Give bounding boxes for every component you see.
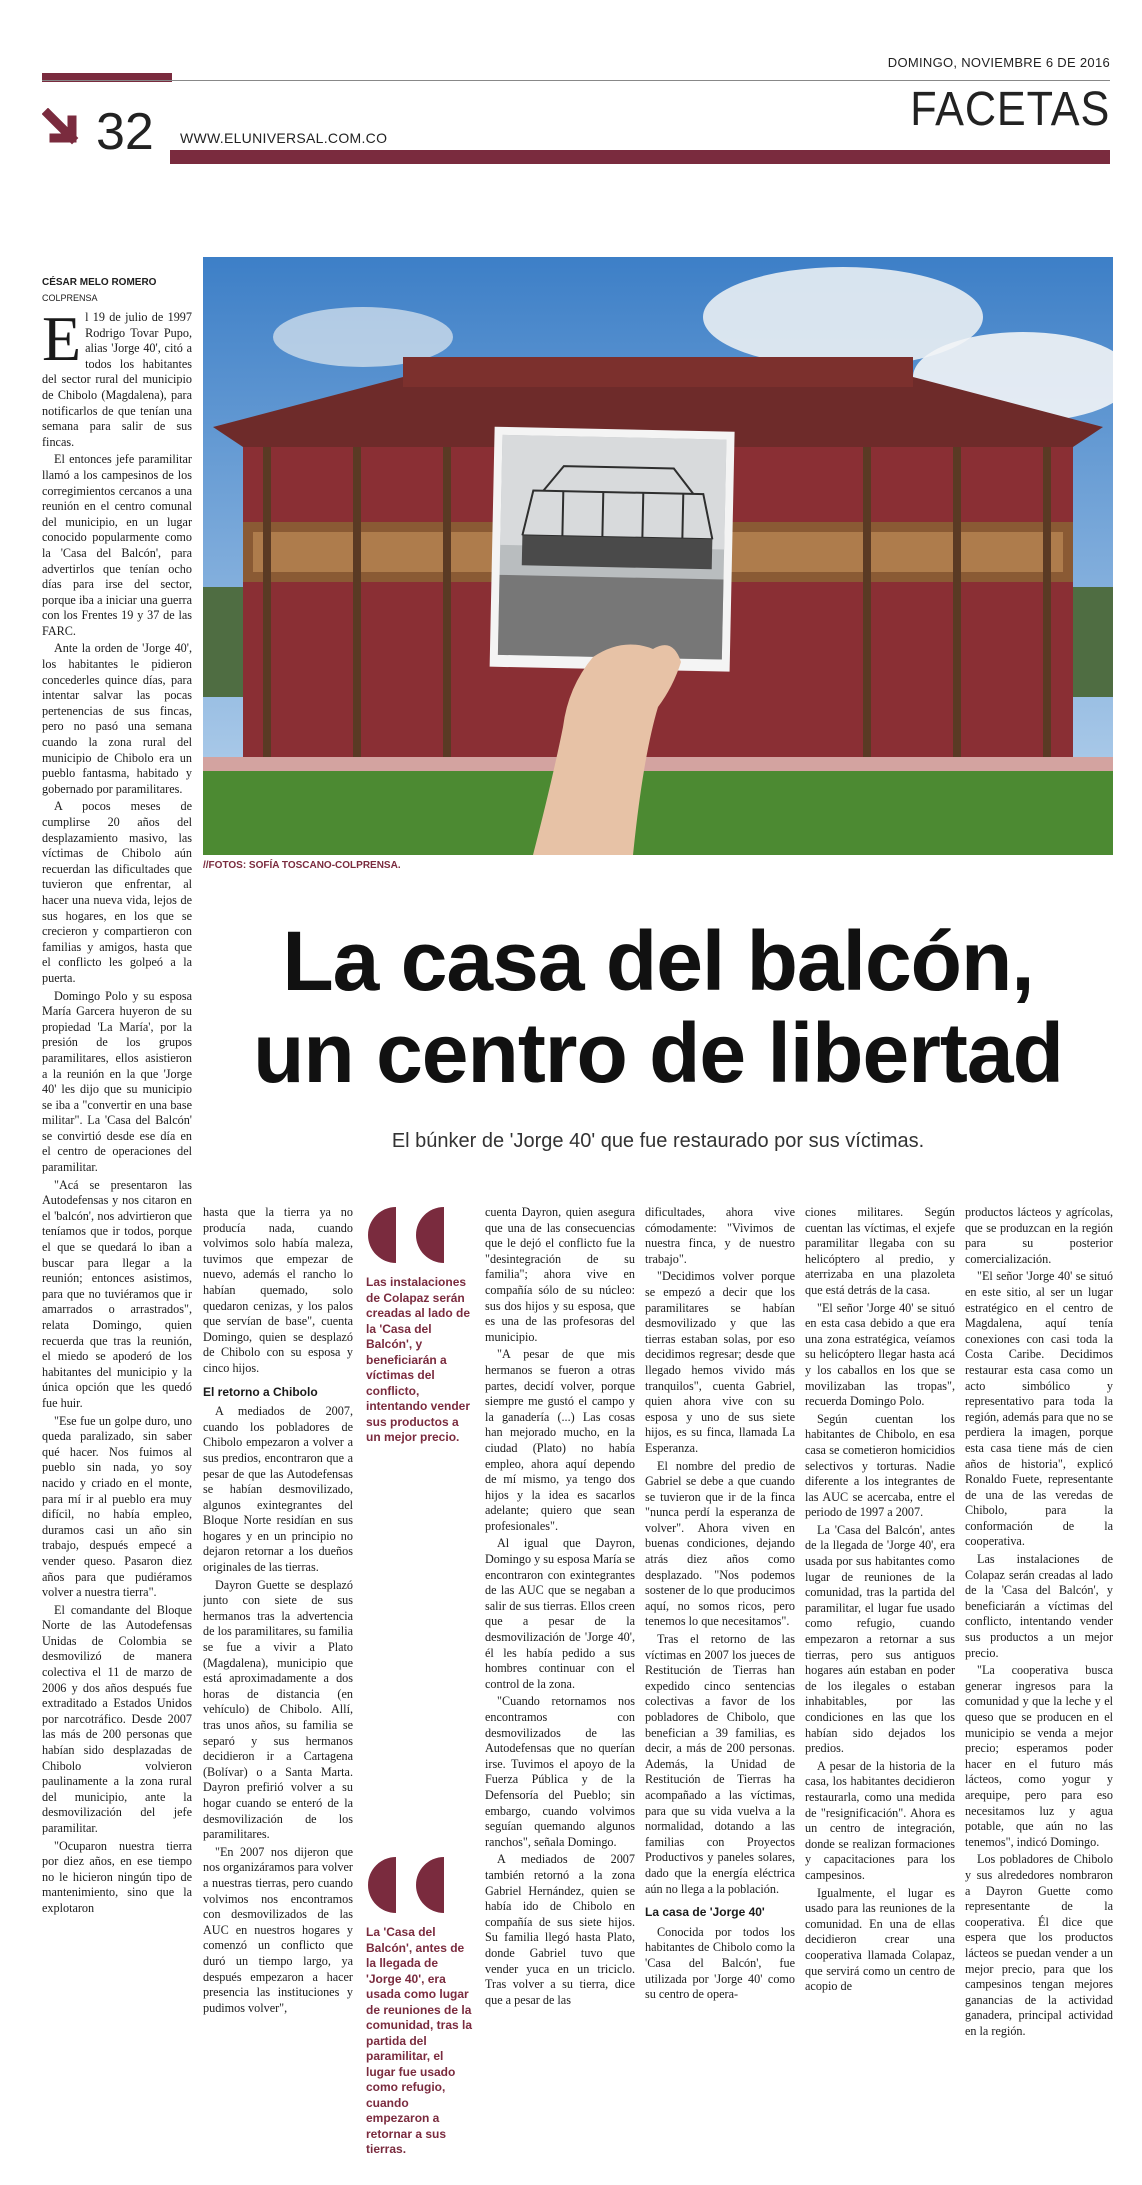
headline-line-2: un centro de libertad bbox=[253, 1006, 1063, 1100]
paragraph: La 'Casa del Balcón', antes de la llegada de 'Jorge 40', era usada por sus habitantes como lugar de reuniones de la comunidad, tras la partida del paramilitar, el lugar fue usado como refugio, cuando empezaron a retornar a sus tierras, pero sus antiguos hogares aún estaban en poder de los ilegales o estaban inhabitables, por las condiciones en las que los habían sido dejados los predios. bbox=[805, 1522, 955, 1756]
section-subtitle: La casa de 'Jorge 40' bbox=[645, 1905, 765, 1920]
headline bbox=[203, 915, 1113, 1099]
paragraph: l 19 de julio de 1997 Rodrigo Tovar Pupo, alias 'Jorge 40', citó a todos los habitantes del sector rural del municipio de Chibolo (Magdalena), para notificarlos de que tenían una semana para salir de sus fincas. bbox=[42, 310, 192, 449]
news-agency: COLPRENSA bbox=[42, 293, 98, 303]
column-2 bbox=[203, 1205, 353, 2165]
issue-date: DOMINGO, NOVIEMBRE 6 DE 2016 bbox=[887, 55, 1110, 70]
subheadline: El búnker de 'Jorge 40' que fue restaurado por sus víctimas. bbox=[391, 1130, 925, 1152]
column-1 bbox=[42, 310, 192, 2170]
website-link[interactable]: WWW.ELUNIVERSAL.COM.CO bbox=[180, 130, 388, 146]
paragraph: A mediados de 2007, cuando los pobladores de Chibolo empezaron a volver a sus predios, encontraron que a pesar de que las Autodefensas se habían desmovilizado, algunos exintegrantes del Bloque Norte residían en sus hogares y en un principio no dejaron retornar a los dueños originales de las tierras. bbox=[203, 1404, 353, 1575]
drop-cap: E bbox=[42, 310, 82, 374]
main-photo bbox=[203, 257, 1113, 855]
paragraph: Conocida por todos los habitantes de Chibolo como la 'Casa del Balcón', fue utilizada por 'Jorge 40' como su centro de opera- bbox=[645, 1924, 795, 2002]
column-5 bbox=[805, 1205, 955, 2165]
paragraph: Al igual que Dayron, Domingo y su esposa María se encontraron con exintegrantes de las AUC que se negaban a salir de sus tierras. Ellos creen que a pesar de la desmovilización de 'Jorge 40', él les había pedido a sus hombres continuar con el control de la zona. bbox=[485, 1536, 635, 1691]
paragraph: Tras el retorno de las víctimas en 2007 los jueces de Restitución de Tierras han expedido cinco sentencias colectivas a favor de los pobladores de Chibolo, que benefician a 39 familias, es decir, a más de 200 personas. Además, la Unidad de Restitución de Tierras ha acompañado a las víctimas, para que su vida vuelva a la normalidad, dotando a las familias con Proyectos Productivos y paneles solares, dado que la energía eléctrica aún no llega a la población. bbox=[645, 1632, 795, 1896]
section-title: FACETAS bbox=[910, 83, 1110, 136]
paragraph: "Ocuparon nuestra tierra por diez años, en ese tiempo no le hicieron ningún tipo de mantenimiento, sino que la explotaron bbox=[42, 1838, 192, 1915]
paragraph: "Decidimos volver porque se empezó a decir que los paramilitares se habían desmovilizado y que las tierras estaban solas, por eso decidimos regresar; desde que llegado hemos vivido más tranquilos", cuenta Gabriel, quien ahora vive con su esposa y uno de sus siete hijos, es su finca, llamada La Esperanza. bbox=[645, 1269, 795, 1455]
paragraph: dificultades, ahora vive cómodamente: "Vivimos de nuestra finca, y de nuestro trabajo". bbox=[645, 1205, 795, 1266]
paragraph: El nombre del predio de Gabriel se debe a que cuando se tuvieron que ir de la finca "nunca perdí la esperanza de volver". Ahora viven en buenas condiciones, dejando atrás diez años como desplazado. "Nos podemos sostener de lo que producimos aquí, no somos ricos, pero tenemos lo que necesitamos". bbox=[645, 1458, 795, 1629]
paragraph: El entonces jefe paramilitar llamó a los campesinos de los corregimientos cercanos a una reunión en el centro comunal del municipio, en un lugar conocido popularmente como la 'Casa del Balcón', para advertirlos que tenían ocho días para irse del sector, porque iba a iniciar una guerra con los Frentes 19 y 37 de las FARC. bbox=[42, 452, 192, 638]
paragraph: Según cuentan los habitantes de Chibolo, en esa casa se cometieron homicidios selectivos y torturas. Nadie diferente a los integrantes de las AUC se acercaba, entre el periodo de 1997 a 2007. bbox=[805, 1411, 955, 1520]
paragraph: Los pobladores de Chibolo y sus alrededores nombraron a Dayron Guette como representante de la cooperativa. Él dice que espera que los productos lácteos se puedan vender a un mejor precio, para que los campesinos tengan mejores ganancias de la actividad ganadera, principal actividad en la región. bbox=[965, 1852, 1113, 2038]
column-3 bbox=[485, 1205, 635, 2165]
paragraph: "El señor 'Jorge 40' se situó en esta casa debido a que era una zona estratégica, veíamos su helicóptero llegar hasta acá y los caballos en los que se movilizaban las tropas", recuerda Domingo Polo. bbox=[805, 1300, 955, 1409]
house-photo-illustration bbox=[203, 257, 1113, 855]
column-4 bbox=[645, 1205, 795, 2165]
byline: CÉSAR MELO ROMERO bbox=[42, 277, 157, 288]
paragraph: "En 2007 nos dijeron que nos organizáramos para volver a nuestras tierras, pero cuando volvimos nos encontramos con desmovilizados de las AUC en nuestros hogares y comenzó un conflicto que duró un tiempo largo, ya después empezaron a hacer presencia las instituciones y pudimos volver", bbox=[203, 1844, 353, 2015]
paragraph: "Cuando retornamos nos encontramos con desmovilizados de las Autodefensas que no querían irse. Tuvimos el apoyo de la Fuerza Pública y de la Defensoría del Pueblo; sin embargo, cuando volvimos seguían quemando algunos ranchos", señala Domingo. bbox=[485, 1694, 635, 1849]
headline-line-1: La casa del balcón, bbox=[282, 914, 1034, 1008]
paragraph: A mediados de 2007 también retornó a la zona Gabriel Hernández, quien se había ido de Chibolo en compañía de sus siete hijos. Su familia llegó hasta Plato, donde Gabriel tuvo que vender yuca en un triciclo. Tras volver a su tierra, dice que a pesar de las bbox=[485, 1852, 635, 2007]
paragraph: Las instalaciones de Colapaz serán creadas al lado de la 'Casa del Balcón', y beneficiarán a víctimas del conflicto, intentando vender sus productos a un mejor precio. bbox=[965, 1552, 1113, 1660]
page-number: 32 bbox=[96, 103, 154, 161]
paragraph: Igualmente, el lugar es usado para las reuniones de la comunidad. En una de ellas decidieron crear una cooperativa llamada Colapaz, que servirá como un centro de acopio de bbox=[805, 1885, 955, 1994]
paragraph: El comandante del Bloque Norte de las Autodefensas Unidas de Colombia se desmovilizó de manera colectiva el 11 de marzo de 2006 y dos años después fue extraditado a Estados Unidos por narcotráfico. Desde 2007 las más de 200 personas que habían sido desplazadas de Chibolo volvieron paulinamente a la zona rural del municipio, ante la desmovilización del jefe paramilitar. bbox=[42, 1602, 192, 1835]
top-rule bbox=[42, 80, 1110, 81]
paragraph: cuenta Dayron, quien asegura que una de las consecuencias que le dejó el conflicto fue la "desintegración de su familia"; ahora vive en compañía sólo de su núcleo: sus dos hijos y su esposa, que es una de las profesoras del municipio. bbox=[485, 1205, 635, 1344]
paragraph: A pesar de la historia de la casa, los habitantes decidieron restaurarla, como una medida de "resignificación". Ahora es un centro de integración, donde se realizan formaciones y capacitaciones para los campesinos. bbox=[805, 1758, 955, 1882]
pull-quote-1: Las instalaciones de Colapaz serán creadas al lado de la 'Casa del Balcón', y beneficiarán a víctimas del conflicto, intentando vender sus productos a un mejor precio. bbox=[366, 1275, 471, 1444]
paragraph: "Ese fue un golpe duro, uno queda paralizado, sin saber qué hacer. Nos fuimos al pueblo sin nada, yo soy nacido y criado en el monte, para mí ir al pueblo era muy difícil, no había empleo, duramos casi un año sin trabajo, después empecé a vender queso. Pasaron diez años para que pudiéramos volver a nuestra tierra". bbox=[42, 1413, 192, 1600]
paragraph: "La cooperativa busca generar ingresos para la comunidad y que la leche y el queso que se producen en el municipio se venda a mejor precio; esperamos poder hacer en el futuro más lácteos, como yogur y arequipe, pero para eso necesitamos luz y agua potable, que aún no las tenemos", indicó Domingo. bbox=[965, 1663, 1113, 1849]
paragraph: productos lácteos y agrícolas, que se produzcan en la región para su posterior comercialización. bbox=[965, 1205, 1113, 1266]
paragraph: "A pesar de que mis hermanos se fueron a otras partes, decidí volver, porque siempre me gustó el campo y la ganadería (...) Las cosas han mejorado mucho, en la ciudad (Plato) no había empleo, ahora aquí dependo de mí mismo, ya tengo dos hijos y la idea es sacarlos adelante; quiero que sean profesionales". bbox=[485, 1347, 635, 1533]
paragraph: hasta que la tierra ya no producía nada, cuando volvimos solo había maleza, tuvimos que empezar de nuevo, además el rancho lo habían quemado, solo quedaron cenizas, y los palos que servían de base", cuenta Domingo, quien se desplazó de Chibolo con su esposa y cinco hijos. bbox=[203, 1205, 353, 1375]
paragraph: A pocos meses de cumplirse 20 años del desplazamiento masivo, las víctimas de Chibolo aún recuerdan las dificultades que tuvieron que enfrentar, al hacer una nueva vida, lejos de sus hogares, en los que se crecieron y compartieron con familias y amigos, hasta que el conflicto les golpeó a la puerta. bbox=[42, 799, 192, 985]
paragraph: ciones militares. Según cuentan las víctimas, el exjefe paramilitar llegaba con su helicóptero al predio, y aterrizaba en una plazoleta que está detrás de la casa. bbox=[805, 1205, 955, 1297]
section-subtitle: El retorno a Chibolo bbox=[203, 1384, 318, 1399]
column-6 bbox=[965, 1205, 1113, 2165]
paragraph: "Acá se presentaron las Autodefensas y nos citaron en el 'balcón', nos advirtieron que teníamos que ir todos, porque el que se quedará lo iban a buscar para llegar a la reunión; entonces asistimos, para que no tuviéramos que ir amarrados o arrastrados", relata Domingo, quien recuerda que tras la reunión, el miedo se apoderó de los habitantes del municipio y la única opción que les quedó fue huir. bbox=[42, 1177, 192, 1410]
paragraph: "El señor 'Jorge 40' se situó en este sitio, al ser un lugar estratégico en el centro de Magdalena, aquí tenía conexiones con casi toda la Costa Caribe. Decidimos restaurar esta casa como un acto simbólico y representativo para toda la región, además para que no se perdiera la imagen, porque esta casa tiene más de cien años de historia", explicó Ronaldo Fuete, representante de una de las veredas de Chibolo, para la conformación de la cooperativa. bbox=[965, 1269, 1113, 1549]
pull-quote-2: La 'Casa del Balcón', antes de la llegada de 'Jorge 40', era usada como lugar de reuniones de la comunidad, tras la partida del paramilitar, el lugar fue usado como refugio, cuando empezaron a retornar a sus tierras. bbox=[366, 1925, 473, 2156]
paragraph: Domingo Polo y su esposa María Garcera huyeron de su propiedad 'La María', por la presión de los grupos paramilitares, ellos asistieron a la reunión en la que 'Jorge 40' les dijo que su municipio se iba a "convertir en una base militar". La 'Casa del Balcón' se convirtió desde ese día en el centro de operaciones del paramilitar. bbox=[42, 988, 192, 1175]
paragraph: Dayron Guette se desplazó junto con siete de sus hermanos tras la advertencia de los paramilitares, su familia se fue a vivir a Plato (Magdalena), municipio que está aproximadamente a dos horas de distancia (en vehículo) de Chibolo. Allí, tras unos años, su familia se separó y sus hermanos decidieron ir a Cartagena (Bolívar) o a Santa Marta. Dayron prefirió volver a su hogar cuando se enteró de la desmovilización de los paramilitares. bbox=[203, 1577, 353, 1842]
paragraph: Ante la orden de 'Jorge 40', los habitantes le pidieron concederles quince días, para intentar salvar las pocas pertenencias de sus fincas, pero no pasó una semana cuando la zona rural del municipio de Chibolo era un pueblo fantasma, habitado y gobernado por paramilitares. bbox=[42, 641, 192, 796]
header-accent-rule bbox=[170, 150, 1110, 164]
photo-credit: //FOTOS: SOFÍA TOSCANO-COLPRENSA. bbox=[203, 860, 401, 871]
quote-mark-icon bbox=[366, 1205, 461, 1265]
quote-mark-icon bbox=[366, 1855, 461, 1915]
